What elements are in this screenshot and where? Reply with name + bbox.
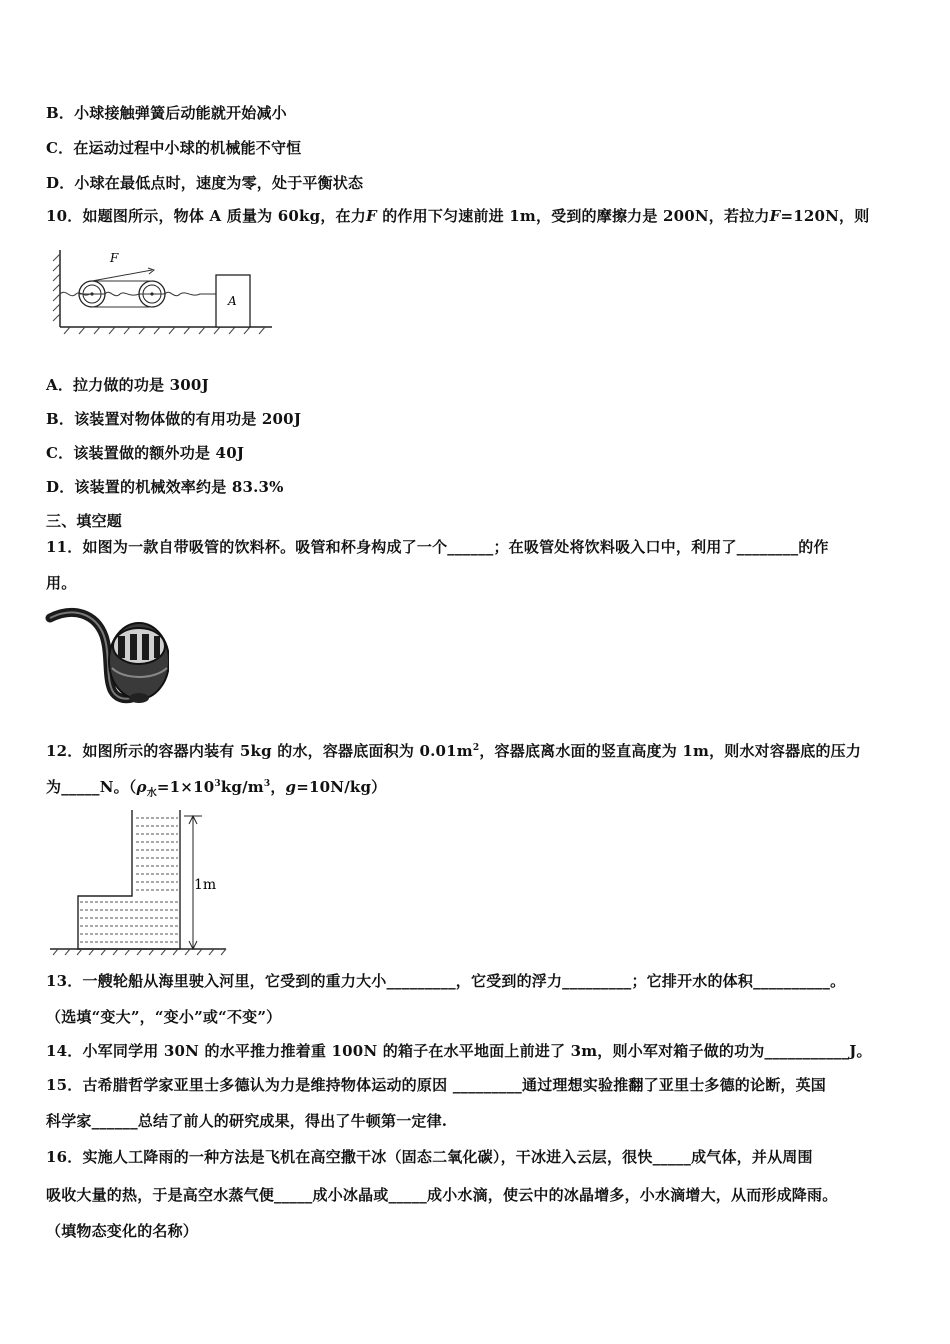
q13-line1: 13．一艘轮船从海里驶入河里，它受到的重力大小_________，它受到的浮力_________；它排开水的体积__________。 [46,972,846,990]
q12-container-figure [44,806,234,958]
q10-pulley-figure [40,242,280,337]
q9-option-b: B．小球接触弹簧后动能就开始减小 [46,104,287,122]
q11-cup-figure [44,606,169,716]
q10-fig-label-a: A [228,294,237,308]
q15-line2: 科学家______总结了前人的研究成果，得出了牛顿第一定律. [46,1112,448,1130]
q10-option-c: C．该装置做的额外功是 40J [46,444,245,462]
q10-fig-label-f: F [110,251,119,265]
q11-line1: 11．如图为一款自带吸管的饮料杯。吸管和杯身构成了一个______；在吸管处将饮料吸入口中，利用了________的作 [46,538,829,556]
q12-line2: 为_____N。（$\rho_水=1\times 10^3kg/m^3$，g=10N/kg） [46,778,387,799]
q14: 14．小军同学用 30N 的水平推力推着重 100N 的箱子在水平地面上前进了 3m，则小军对箱子做的功为___________J。 [46,1042,872,1060]
q10-option-a: A．拉力做的功是 300J [46,376,209,394]
q9-option-d: D．小球在最低点时，速度为零，处于平衡状态 [46,174,364,192]
q16-line1: 16．实施人工降雨的一种方法是飞机在高空撒干冰（固态二氧化碳），干冰进入云层，很快_____成气体，并从周围 [46,1148,813,1166]
q16-line2: 吸收大量的热，于是高空水蒸气便_____成小冰晶或_____成小水滴，使云中的冰晶增多，小水滴增大，从而形成降雨。 [46,1186,838,1204]
q15-line1: 15．古希腊哲学家亚里士多德认为力是维持物体运动的原因 _________通过理想实验推翻了亚里士多德的论断，英国 [46,1076,827,1094]
q12-fig-height-label: 1m [194,877,217,893]
q10-option-d: D．该装置的机械效率约是 83.3% [46,478,284,496]
q16-line3: （填物态变化的名称） [46,1222,199,1240]
q10-option-b: B．该装置对物体做的有用功是 200J [46,410,302,428]
q13-line2: （选填“变大”，“变小”或“不变”） [46,1008,282,1026]
q11-line2: 用。 [46,574,77,592]
q10-stem: 10．如题图所示，物体 A 质量为 60kg，在力F 的作用下匀速前进 1m，受到的摩擦力是 200N，若拉力F=120N，则 [46,207,870,225]
section-title: 三、填空题 [46,512,123,530]
q9-option-c: C．在运动过程中小球的机械能不守恒 [46,139,302,157]
q12-line1: 12．如图所示的容器内装有 5kg 的水，容器底面积为 $0.01m^2$，容器底离水面的竖直高度为 1m，则水对容器底的压力 [46,742,862,760]
